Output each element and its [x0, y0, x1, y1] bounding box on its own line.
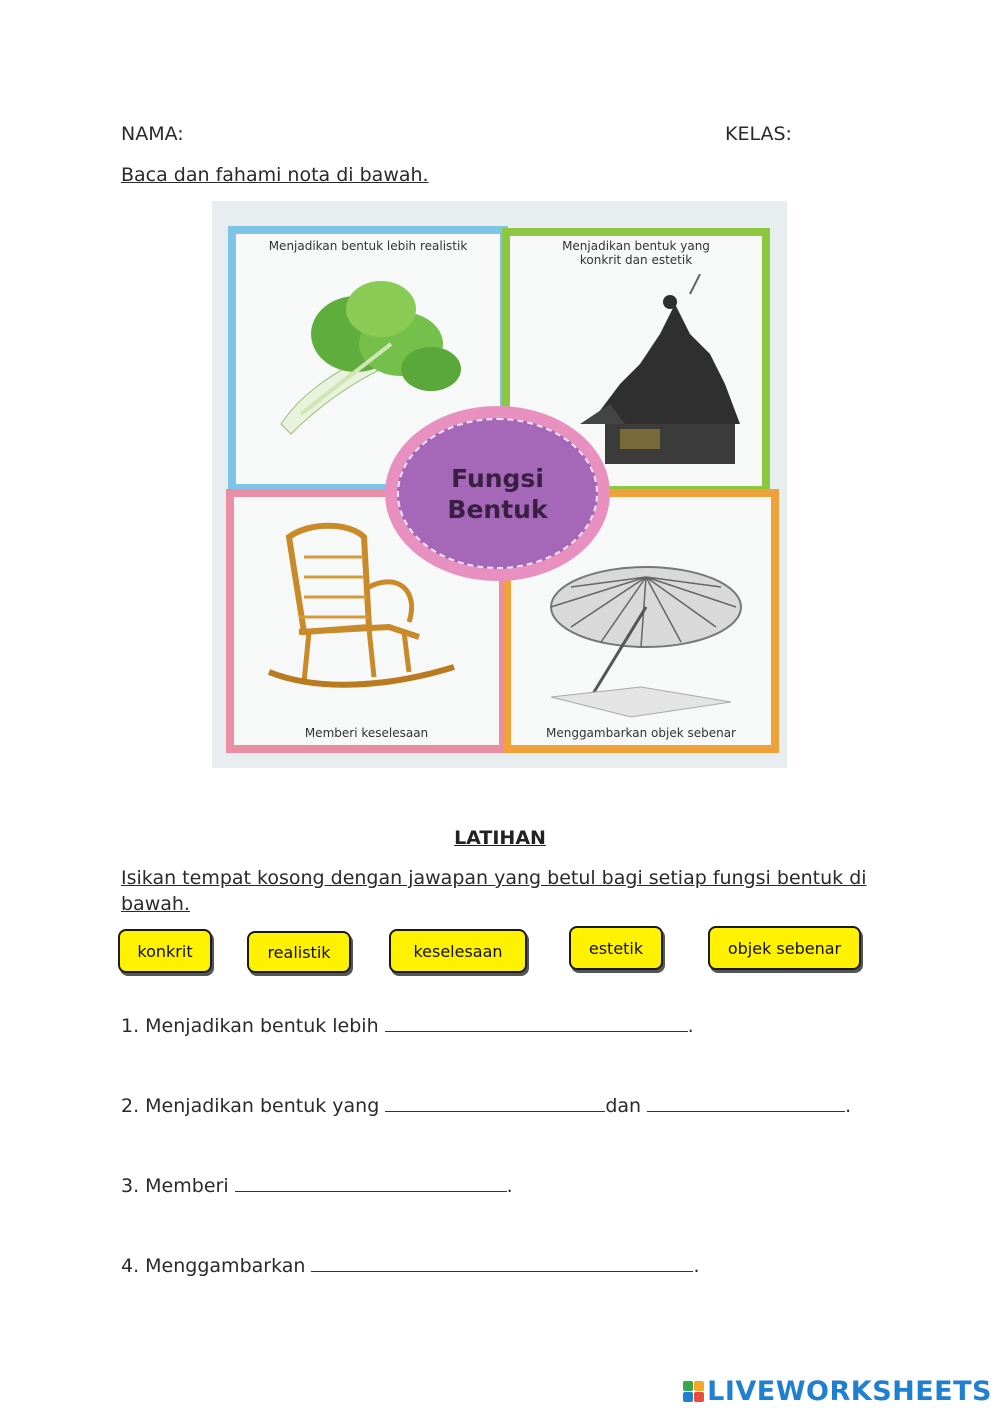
question-2 — [121, 1093, 851, 1117]
exercise-instruction: Isikan tempat kosong dengan jawapan yang betul bagi setiap fungsi bentuk di bawah. — [121, 867, 867, 915]
question-1 — [121, 1013, 694, 1037]
answer-blank-4[interactable] — [311, 1253, 693, 1272]
panel-caption: Memberi keselesaan — [304, 726, 429, 740]
answer-blank-3[interactable] — [235, 1173, 507, 1192]
word-chip-estetik[interactable]: estetik — [569, 926, 663, 970]
word-chip-keselesaan[interactable]: keselesaan — [389, 929, 527, 973]
answer-blank-2a[interactable] — [385, 1093, 605, 1112]
word-chip-objek-sebenar[interactable]: objek sebenar — [708, 926, 861, 970]
logo-mark-icon — [683, 1381, 704, 1402]
panel-caption-line2: konkrit dan estetik — [579, 253, 693, 267]
question-2-mid: dan — [605, 1095, 642, 1117]
class-label: KELAS: — [725, 123, 792, 145]
question-4-end: . — [693, 1255, 700, 1277]
question-2-text: 2. Menjadikan bentuk yang — [121, 1095, 380, 1117]
panel-caption-line1: Menjadikan bentuk yang — [562, 239, 710, 253]
word-chip-konkrit[interactable]: konkrit — [118, 929, 212, 973]
question-4 — [121, 1253, 700, 1277]
name-label: NAMA: — [121, 123, 184, 145]
center-title-line1: Fungsi — [451, 463, 544, 493]
umbrella-icon — [531, 537, 751, 727]
fungsi-bentuk-poster — [212, 201, 787, 768]
question-3-end: . — [506, 1175, 513, 1197]
question-4-text: 4. Menggambarkan — [121, 1255, 306, 1277]
answer-blank-2b[interactable] — [647, 1093, 845, 1112]
exercise-title: LATIHAN — [454, 827, 546, 849]
center-title-badge — [385, 406, 610, 581]
liveworksheets-logo — [683, 1376, 992, 1407]
logo-text: LIVEWORKSHEETS — [707, 1376, 992, 1407]
center-title-line2: Bentuk — [447, 494, 548, 524]
question-1-text: 1. Menjadikan bentuk lebih — [121, 1015, 379, 1037]
question-2-end: . — [845, 1095, 852, 1117]
reading-instruction: Baca dan fahami nota di bawah. — [121, 164, 429, 186]
answer-blank-1[interactable] — [385, 1013, 688, 1032]
panel-caption: Menggambarkan objek sebenar — [545, 726, 736, 740]
question-3-text: 3. Memberi — [121, 1175, 229, 1197]
panel-caption: Menjadikan bentuk lebih realistik — [268, 239, 468, 253]
word-chip-realistik[interactable]: realistik — [247, 931, 351, 973]
question-1-end: . — [687, 1015, 694, 1037]
question-3 — [121, 1173, 513, 1197]
